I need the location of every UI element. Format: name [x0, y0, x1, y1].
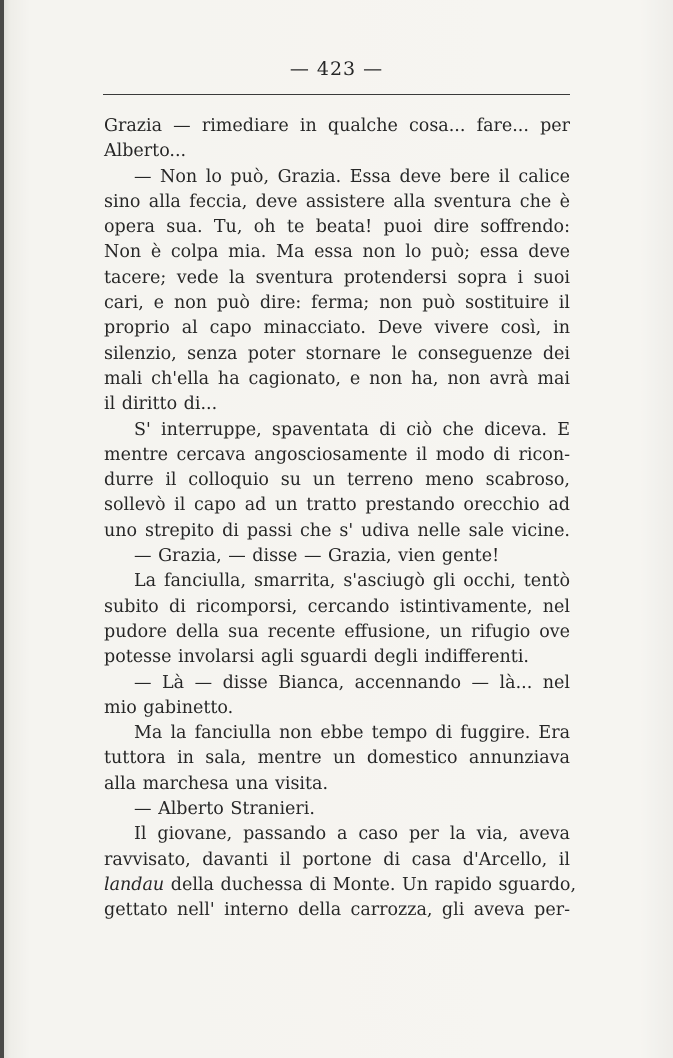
- text-line: durre il colloquio su un terreno meno scabroso,: [104, 470, 570, 491]
- text-line: opera sua. Tu, oh te beata! puoi dire soffrendo:: [104, 217, 570, 238]
- text-line: cari, e non può dire: ferma; non può sostituire il: [104, 293, 570, 314]
- text-line: proprio al capo minacciato. Deve vivere così, in: [104, 318, 570, 339]
- body-text: [104, 114, 577, 924]
- text-line-with-italic: [104, 873, 577, 898]
- text-line: ravvisato, davanti il portone di casa d'Arcello, il: [104, 849, 570, 870]
- text-line: gettato nell' interno della carrozza, gli aveva per-: [104, 900, 570, 921]
- text-line: potesse involarsi agli sguardi degli indifferenti.: [104, 647, 529, 668]
- text-line: il diritto di...: [104, 394, 218, 415]
- page-edge-shadow: [0, 0, 4, 1058]
- text-line: sollevò il capo ad un tratto prestando orecchio ad: [104, 495, 570, 516]
- text-line: S' interruppe, spaventata di ciò che diceva. E: [134, 419, 570, 440]
- text-line: mio gabinetto.: [104, 697, 234, 718]
- text-line: sino alla feccia, deve assistere alla sventura che è: [104, 191, 570, 212]
- text-line: Alberto...: [104, 141, 187, 162]
- text-line: uno strepito di passi che s' udiva nelle sale vicine.: [104, 520, 570, 541]
- text-line: pudore della sua recente effusione, un rifugio ove: [104, 621, 570, 642]
- text-line: — Grazia, — disse — Grazia, vien gente!: [134, 546, 500, 567]
- text-line: — Non lo può, Grazia. Essa deve bere il calice: [134, 166, 570, 187]
- text-line: mentre cercava angosciosamente il modo di ricon-: [104, 444, 570, 465]
- header-rule: [103, 94, 570, 95]
- text-line: tacere; vede la sventura protendersi sopra i suoi: [104, 267, 570, 288]
- text-line: Ma la fanciulla non ebbe tempo di fuggire. Era: [134, 723, 570, 744]
- text-line: Il giovane, passando a caso per la via, aveva: [134, 824, 570, 845]
- text-line: — Là — disse Bianca, accennando — là... nel: [134, 672, 570, 693]
- text-line: La fanciulla, smarrita, s'asciugò gli occhi, tentò: [134, 571, 570, 592]
- text-line: mali ch'ella ha cagionato, e non ha, non avrà mai: [104, 368, 570, 389]
- italic-word: landau: [104, 874, 165, 895]
- text-line: subito di ricomporsi, cercando istintivamente, nel: [104, 596, 570, 617]
- text-line: silenzio, senza poter stornare le conseguenze dei: [104, 343, 570, 364]
- text-line-rest: della duchessa di Monte. Un rapido sguardo,: [164, 874, 577, 895]
- text-line: Grazia — rimediare in qualche cosa... fare... per: [104, 116, 570, 136]
- text-line: — Alberto Stranieri.: [134, 799, 315, 820]
- page-number-header: — 423 —: [289, 58, 384, 80]
- text-line: tuttora in sala, mentre un domestico annunziava: [104, 748, 570, 769]
- text-line: Non è colpa mia. Ma essa non lo può; essa deve: [104, 242, 570, 263]
- text-line: alla marchesa una visita.: [104, 773, 329, 794]
